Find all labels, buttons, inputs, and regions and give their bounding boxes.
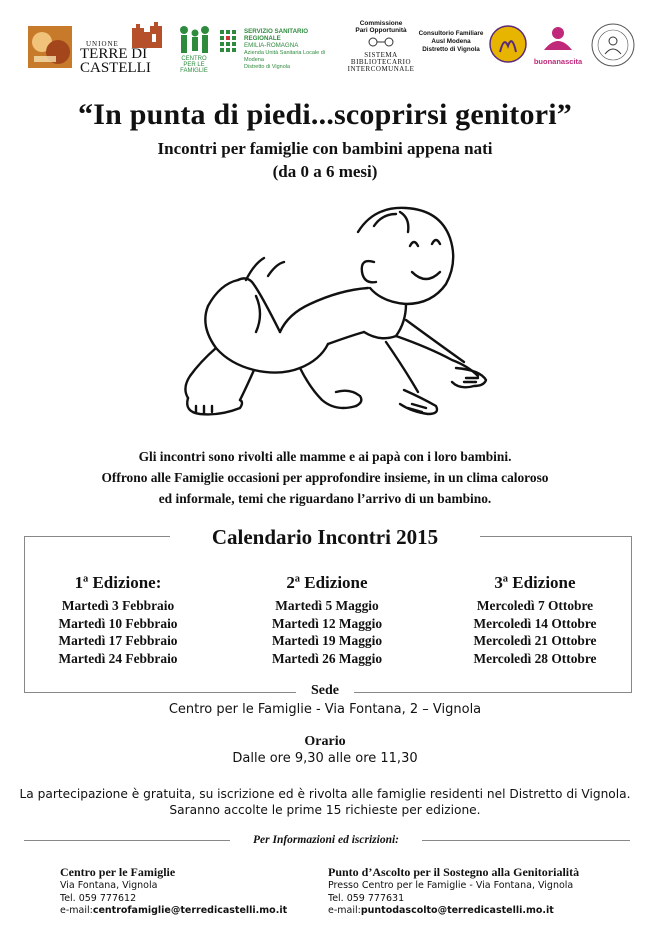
edition-1-date: Martedì 24 Febbraio bbox=[58, 650, 178, 666]
servizio-sanitario-regionale-logo bbox=[220, 28, 346, 71]
contact-address: Via Fontana, Vignola bbox=[60, 880, 158, 891]
centro-label: CENTRO PER LE FAMIGLIE bbox=[180, 56, 208, 74]
ssr-line2: EMILIA-ROMAGNA bbox=[244, 42, 299, 50]
yellow-circle-logo bbox=[488, 24, 528, 64]
logo-bar bbox=[0, 18, 650, 78]
ssr-line1: SERVIZIO SANITARIO REGIONALE bbox=[244, 28, 309, 43]
intro-line1: Gli incontri sono rivolti alle mamme e ai papà con i loro bambini. bbox=[138, 449, 512, 464]
edition-3-label: 3ª Edizione bbox=[494, 573, 576, 592]
edition-3-column bbox=[440, 573, 630, 667]
buonanascita-label: buonanascita bbox=[533, 57, 583, 66]
consultorio-line1: Consultorio Familiare bbox=[418, 30, 484, 37]
intro-line2: Offrono alle Famiglie occasioni per approfondire insieme, in un clima caloroso bbox=[101, 470, 549, 485]
castelli-label: CASTELLI bbox=[80, 60, 151, 76]
contact-email-line bbox=[328, 905, 579, 918]
contact-email-link[interactable]: centrofamiglie@terredicastelli.mo.it bbox=[92, 905, 288, 916]
edition-1-date: Martedì 17 Febbraio bbox=[58, 633, 178, 648]
page-title: “In punta di piedi...scoprirsi genitori” bbox=[78, 98, 572, 131]
commissione-line1: Commissione bbox=[359, 20, 403, 27]
edition-1-label: 1ª Edizione: bbox=[74, 573, 162, 592]
commissione-line2: Pari Opportunità bbox=[355, 27, 407, 34]
calendar-title: Calendario Incontri 2015 bbox=[170, 522, 480, 552]
info-label: Per Informazioni ed iscrizioni: bbox=[230, 831, 422, 849]
edition-3-date: Mercoledì 14 Ottobre bbox=[473, 615, 597, 631]
ssr-line3: Azienda Unità Sanitaria Locale di Modena bbox=[244, 49, 326, 63]
intro-line3: ed informale, temi che riguardano l’arrivo di un bambino. bbox=[158, 491, 492, 506]
unione-terre-di-castelli-logo bbox=[80, 22, 168, 76]
edition-1-column bbox=[23, 573, 213, 667]
sede-address: Centro per le Famiglie - Via Fontana, 2 – Vignola bbox=[168, 702, 482, 717]
contact-name: Centro per le Famiglie bbox=[60, 865, 176, 879]
contact-name: Punto d’Ascolto per il Sostegno alla Genitorialità bbox=[328, 865, 580, 879]
contact-punto-ascolto bbox=[328, 865, 579, 918]
sistema-line2: BIBLIOTECARIO bbox=[350, 58, 412, 66]
terre-di-label: TERRE DI bbox=[80, 46, 148, 62]
capacity-note: Saranno accolte le prime 15 richieste per edizione. bbox=[169, 803, 481, 817]
sistema-line1: SISTEMA bbox=[364, 51, 398, 59]
participation-note: La partecipazione è gratuita, su iscrizione ed è rivolta alle famiglie residenti nel Distretto di Vignola. bbox=[19, 787, 631, 801]
ssr-line4: Distretto di Vignola bbox=[244, 64, 291, 71]
edition-2-label: 2ª Edizione bbox=[286, 573, 368, 592]
contact-phone: Tel. 059 777612 bbox=[60, 892, 137, 904]
castle-icon bbox=[130, 22, 164, 48]
subtitle-main: Incontri per famiglie con bambini appena nati bbox=[157, 139, 493, 158]
orario-hours: Dalle ore 9,30 alle ore 11,30 bbox=[232, 751, 418, 766]
edition-2-date: Martedì 5 Maggio bbox=[275, 598, 379, 613]
consultorio-familiare-logo bbox=[418, 30, 484, 64]
contact-email-link[interactable]: puntodascolto@terredicastelli.mo.it bbox=[360, 905, 554, 916]
mother-child-icon bbox=[540, 26, 576, 52]
edition-3-date: Mercoledì 28 Ottobre bbox=[473, 650, 597, 666]
ssr-grid-icon bbox=[220, 30, 240, 56]
commissione-sistema-logo bbox=[346, 20, 416, 74]
sede-label: Sede bbox=[296, 682, 354, 700]
consultorio-line3: Distretto di Vignola bbox=[422, 46, 480, 53]
edition-2-column bbox=[232, 573, 422, 667]
edition-2-date: Martedì 12 Maggio bbox=[271, 615, 383, 631]
edition-1-date: Martedì 10 Febbraio bbox=[58, 615, 178, 631]
contact-email-line bbox=[60, 905, 287, 918]
edition-3-date: Mercoledì 7 Ottobre bbox=[476, 598, 594, 613]
buonanascita-logo bbox=[530, 26, 586, 70]
contact-address: Presso Centro per le Famiglie - Via Fontana, Vignola bbox=[328, 880, 574, 891]
unione-label: UNIONE bbox=[86, 40, 119, 48]
dance-photo-logo bbox=[28, 26, 72, 68]
intro-paragraph bbox=[20, 446, 630, 509]
crawling-baby-illustration bbox=[160, 192, 500, 436]
consultorio-line2: Ausl Modena bbox=[431, 38, 471, 45]
edition-3-date: Mercoledì 21 Ottobre bbox=[473, 633, 597, 648]
email-prefix: e-mail: bbox=[328, 905, 361, 916]
glasses-icon bbox=[361, 37, 401, 47]
sistema-line3: INTERCOMUNALE bbox=[347, 65, 415, 73]
via-lattea-seal-logo bbox=[590, 22, 636, 68]
orario-label: Orario bbox=[304, 734, 346, 749]
contact-centro-famiglie bbox=[60, 865, 287, 918]
subtitle-age-range: (da 0 a 6 mesi) bbox=[272, 162, 378, 181]
edition-2-date: Martedì 19 Maggio bbox=[271, 633, 383, 648]
family-icon bbox=[176, 24, 212, 58]
contact-phone: Tel. 059 777631 bbox=[328, 892, 405, 904]
centro-per-le-famiglie-logo bbox=[176, 24, 212, 74]
email-prefix: e-mail: bbox=[60, 905, 93, 916]
edition-2-date: Martedì 26 Maggio bbox=[271, 650, 383, 666]
edition-1-date: Martedì 3 Febbraio bbox=[61, 598, 175, 613]
